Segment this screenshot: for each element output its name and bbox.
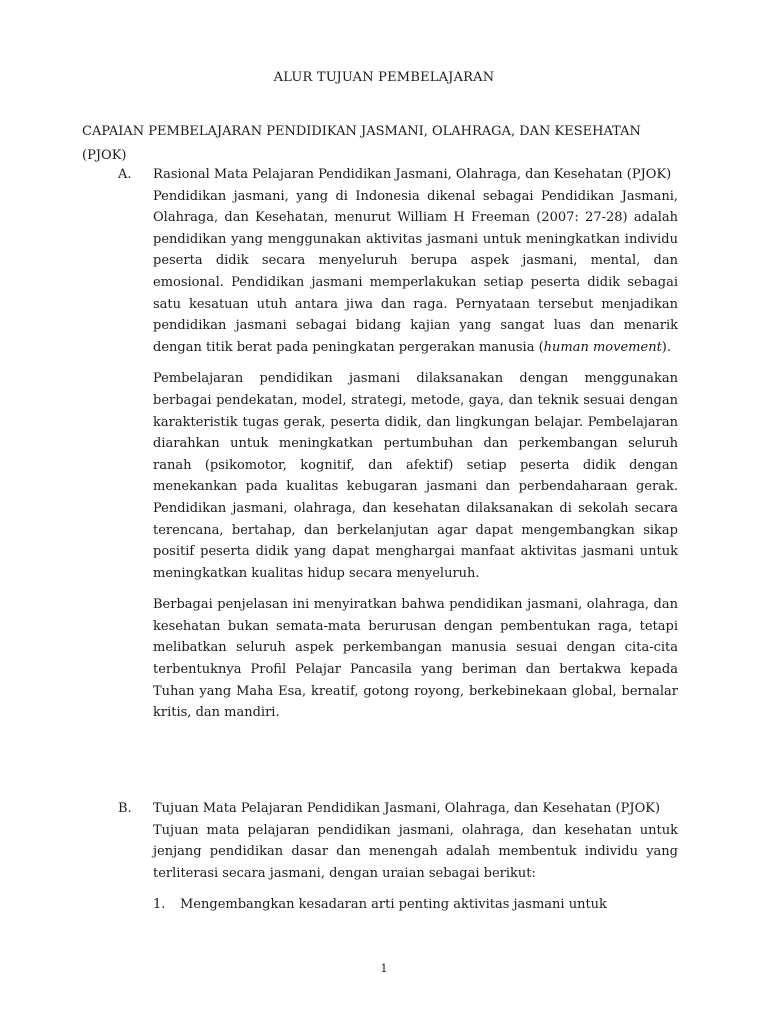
paragraph: Pembelajaran pendidikan jasmani dilaksanakan dengan menggunakan berbagai pendekatan, model, strategi, metode, gaya, dan teknik sesuai dengan karakteristik tugas gerak, peserta didik, dan lingkungan belajar. Pembelajaran diarahkan untuk meningkatkan pertumbuhan dan perkembangan seluruh ranah (psikomotor, kognitif, dan afektif) setiap peserta didik dengan menekankan pada kualitas kebugaran jasmani dan perbendaharaan gerak. Pendidikan jasmani, olahraga, dan kesehatan dilaksanakan di sekolah secara terencana, bertahap, dan berkelanjutan agar dapat mengembangkan sikap positif peserta didik yang dapat menghargai manfaat aktivitas jasmani untuk meningkatkan kualitas hidup secara menyeluruh.	[153, 371, 678, 581]
list-item	[153, 894, 678, 916]
paragraph-suffix: ).	[661, 339, 672, 355]
list-item-number: 1.	[153, 897, 166, 913]
section-content	[153, 798, 678, 916]
section-content	[153, 164, 678, 734]
paragraph: Berbagai penjelasan ini menyiratkan bahwa pendidikan jasmani, olahraga, dan kesehatan bukan semata-mata berurusan dengan pembentukan raga, tetapi melibatkan seluruh aspek perkembangan manusia sesuai dengan cita-cita terbentuknya Profil Pelajar Pancasila yang beriman dan bertakwa kepada Tuhan yang Maha Esa, kreatif, gotong royong, berkebinekaan global, bernalar kritis, dan mandiri.	[153, 597, 678, 721]
page-number: 1	[380, 962, 388, 975]
paragraph: Tujuan mata pelajaran pendidikan jasmani, olahraga, dan kesehatan untuk jenjang pendidikan dasar dan menengah adalah membentuk individu yang terliterasi secara jasmani, dengan uraian sebagai berikut:	[153, 822, 678, 881]
italic-term: human movement	[543, 339, 662, 355]
section-letter: A.	[118, 167, 132, 182]
list-item-text: Mengembangkan kesadaran arti penting aktivitas jasmani untuk	[180, 897, 607, 913]
document-title: ALUR TUJUAN PEMBELAJARAN	[273, 70, 495, 85]
section-letter: B.	[118, 801, 132, 816]
section-subtitle: Rasional Mata Pelajaran Pendidikan Jasmani, Olahraga, dan Kesehatan (PJOK)	[153, 167, 672, 182]
section-subtitle: Tujuan Mata Pelajaran Pendidikan Jasmani, Olahraga, dan Kesehatan (PJOK)	[153, 801, 661, 816]
paragraph	[153, 186, 678, 359]
section-heading: CAPAIAN PEMBELAJARAN PENDIDIKAN JASMANI, OLAHRAGA, DAN KESEHATAN (PJOK)	[82, 124, 641, 163]
paragraph-text: Pendidikan jasmani, yang di Indonesia dikenal sebagai Pendidikan Jasmani, Olahraga, dan Kesehatan, menurut William H Freeman (2007: 27-28) adalah pendidikan yang menggunakan aktivitas jasmani untuk meningkatkan individu peserta didik secara menyeluruh berupa aspek jasmani, mental, dan emosional. Pendidikan jasmani memperlakukan setiap peserta didik sebagai satu kesatuan utuh antara jiwa dan raga. Pernyataan tersebut menjadikan pendidikan jasmani sebagai bidang kajian yang sangat luas dan menarik dengan titik berat pada peningkatan pergerakan manusia (	[153, 188, 678, 355]
